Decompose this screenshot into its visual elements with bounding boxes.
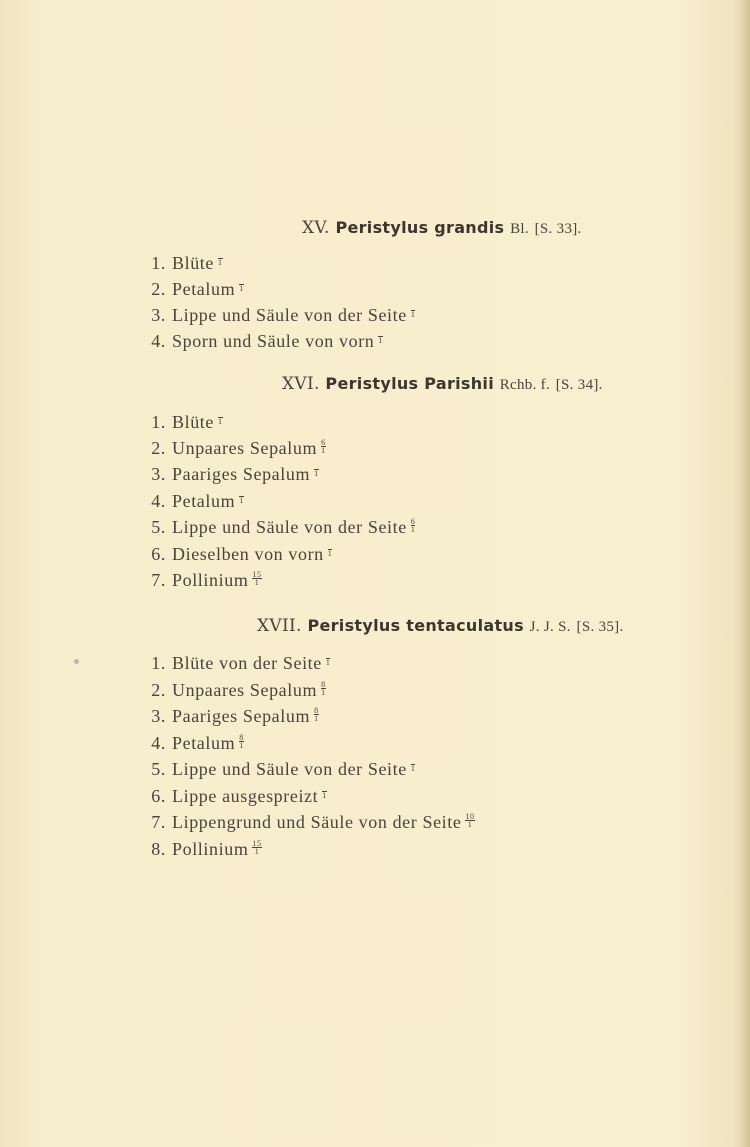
magnification: 1 (410, 763, 416, 773)
item-number: 3. (151, 305, 166, 325)
magnification: $\frac{6}{1}$ (321, 438, 326, 456)
item-text: Lippe und Säule von der Seite (172, 759, 407, 779)
section-heading (282, 374, 603, 394)
item-number: 5. (151, 517, 166, 537)
item-number: 7. (151, 812, 166, 832)
item-text: Lippengrund und Säule von der Seite (172, 812, 462, 832)
item-number: 4. (151, 331, 166, 351)
section-heading (257, 616, 624, 636)
item-number: 1. (151, 412, 166, 432)
item-text: Pollinium (172, 570, 249, 590)
item-text: Petalum (172, 733, 236, 753)
item-number: 7. (151, 570, 166, 590)
item-number: 3. (151, 706, 166, 726)
item-text: Lippe und Säule von der Seite (172, 305, 407, 325)
page-reference: [S. 34]. (555, 377, 603, 393)
list-item (138, 412, 223, 433)
item-text: Blüte von der Seite (172, 653, 322, 673)
list-item (138, 839, 262, 860)
section-numeral: XVI. (282, 374, 320, 394)
list-item (138, 733, 244, 754)
list-item (138, 305, 415, 326)
item-number: 4. (151, 733, 166, 753)
section-numeral: XVII. (257, 616, 302, 636)
magnification: 1 (322, 790, 327, 800)
magnification: $\frac{10}{1}$ (465, 812, 475, 830)
item-text: Paariges Sepalum (172, 706, 311, 726)
item-number: 5. (151, 759, 166, 779)
magnification: 1 (218, 416, 223, 426)
list-item (138, 279, 244, 300)
item-number: 8. (151, 839, 166, 859)
item-number: 2. (151, 279, 166, 299)
list-item (138, 331, 383, 352)
magnification: 1 (410, 309, 416, 319)
item-text: Petalum (172, 491, 236, 511)
page-reference: [S. 35]. (576, 619, 624, 635)
species-name: Peristylus Parishii (325, 374, 494, 393)
authority: Rchb. f. (499, 377, 551, 393)
item-number: 1. (151, 253, 166, 273)
item-number: 1. (151, 653, 166, 673)
magnification: 1 (325, 657, 331, 667)
item-number: 2. (151, 680, 166, 700)
item-text: Dieselben von vorn (172, 544, 324, 564)
list-item (138, 653, 330, 674)
magnification: 1 (327, 548, 333, 558)
list-item (138, 706, 319, 727)
item-text: Blüte (172, 253, 214, 273)
item-text: Unpaares Sepalum (172, 680, 318, 700)
magnification: $\frac{6}{1}$ (410, 517, 416, 535)
list-item (138, 491, 244, 512)
item-text: Petalum (172, 279, 236, 299)
item-text: Paariges Sepalum (172, 464, 311, 484)
item-text: Unpaares Sepalum (172, 438, 318, 458)
list-item (138, 759, 415, 780)
list-item (138, 517, 415, 538)
item-text: Lippe und Säule von der Seite (172, 517, 407, 537)
item-number: 4. (151, 491, 166, 511)
magnification: 1 (239, 283, 244, 293)
magnification: $\frac{8}{1}$ (321, 680, 326, 698)
item-text: Lippe ausgespreizt (172, 786, 319, 806)
page-reference: [S. 33]. (534, 221, 582, 237)
species-name: Peristylus grandis (335, 218, 505, 237)
species-name: Peristylus tentaculatus (307, 616, 524, 635)
magnification: $\frac{8}{1}$ (239, 733, 244, 751)
magnification: 1 (314, 468, 319, 478)
section-heading (302, 218, 582, 238)
list-item (138, 438, 326, 459)
list-item (138, 570, 262, 591)
list-item (138, 253, 223, 274)
list-item (138, 544, 332, 565)
magnification: 1 (378, 335, 383, 345)
speck (74, 659, 79, 664)
list-item (138, 680, 326, 701)
magnification: $\frac{15}{1}$ (252, 839, 262, 857)
item-number: 6. (151, 544, 166, 564)
page-edge (740, 0, 750, 1147)
item-number: 2. (151, 438, 166, 458)
item-text: Blüte (172, 412, 214, 432)
item-number: 3. (151, 464, 166, 484)
magnification: 1 (239, 495, 244, 505)
authority: Bl. (510, 221, 529, 237)
item-number: 6. (151, 786, 166, 806)
list-item (138, 464, 319, 485)
list-item (138, 786, 327, 807)
item-text: Pollinium (172, 839, 249, 859)
item-text: Sporn und Säule von vorn (172, 331, 375, 351)
magnification: $\frac{8}{1}$ (314, 706, 319, 724)
magnification: $\frac{15}{1}$ (252, 570, 262, 588)
magnification: 1 (218, 257, 223, 267)
section-numeral: XV. (302, 218, 330, 238)
authority: J. J. S. (529, 619, 571, 635)
list-item (138, 812, 475, 833)
